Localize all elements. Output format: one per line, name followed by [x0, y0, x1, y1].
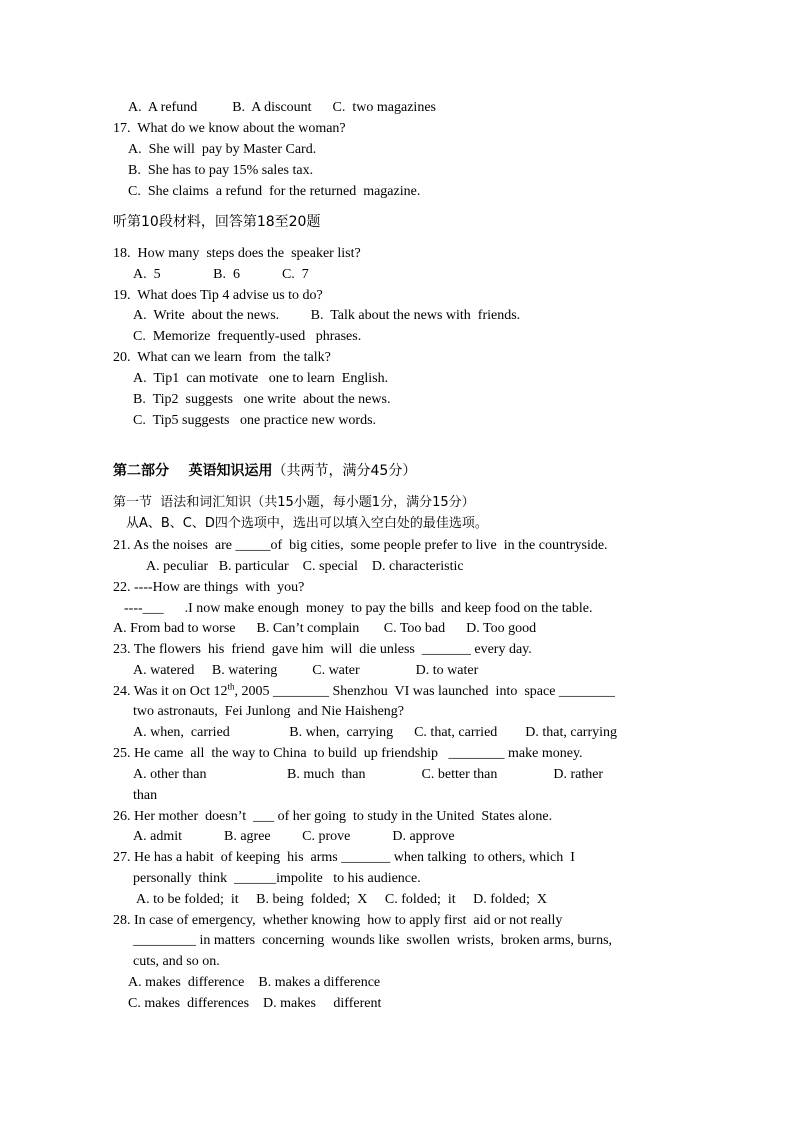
q20-stem: 20. What can we learn from the talk? [113, 350, 331, 365]
part2-heading [113, 462, 416, 480]
q24-stem-cont: two astronauts, Fei Junlong and Nie Haisheng? [133, 704, 405, 719]
q17-option-a: A. She will pay by Master Card. [128, 142, 317, 157]
q23-options: A. watered B. watering C. water D. to water [133, 663, 479, 678]
q27-options: A. to be folded; it B. being folded; X C. folded; it D. folded; X [136, 892, 548, 907]
section1-instruction: 从A、B、C、D四个选项中，选出可以填入空白处的最佳选项。 [126, 516, 488, 531]
q17-option-c: C. She claims a refund for the returned magazine. [128, 184, 421, 199]
q28-stem: 28. In case of emergency, whether knowing how to apply first aid or not really [113, 913, 563, 928]
q27-stem: 27. He has a habit of keeping his arms _______ when talking to others, which I [113, 850, 575, 865]
part2-heading-rest: （共两节，满分45分） [272, 463, 417, 479]
q17-stem: 17. What do we know about the woman? [113, 121, 346, 136]
q25-stem: 25. He came all the way to China to build up friendship ________ make money. [113, 746, 583, 761]
q18-stem: 18. How many steps does the speaker list? [113, 246, 361, 261]
q24-options: A. when, carried B. when, carrying C. that, carried D. that, carrying [133, 725, 618, 740]
q24-stem-pre: 24. Was it on Oct 12 [113, 684, 228, 699]
q22-stem: 22. ----How are things with you? [113, 580, 305, 595]
section10-heading: 听第10段材料，回答第18至20题 [113, 214, 321, 230]
q21-options: A. peculiar B. particular C. special D. characteristic [146, 559, 464, 574]
q20-option-b: B. Tip2 suggests one write about the news. [133, 392, 391, 407]
q20-option-a: A. Tip1 can motivate one to learn English. [133, 371, 389, 386]
q24-stem [113, 683, 615, 701]
q28-options-cd: C. makes differences D. makes different [128, 996, 382, 1011]
part2-heading-bold: 第二部分 英语知识运用 [113, 463, 273, 479]
q26-stem: 26. Her mother doesn’t ___ of her going to study in the United States alone. [113, 809, 553, 824]
section1-title: 第一节 语法和词汇知识（共15小题，每小题1分，满分15分） [113, 495, 475, 510]
q21-stem: 21. As the noises are _____of big cities, some people prefer to live in the countryside. [113, 538, 608, 553]
q28-options-ab: A. makes difference B. makes a difference [128, 975, 381, 990]
q17-option-b: B. She has to pay 15% sales tax. [128, 163, 314, 178]
q24-superscript: th [227, 681, 235, 692]
q24-stem-post: , 2005 ________ Shenzhou VI was launched into space ________ [234, 684, 615, 699]
q20-option-c: C. Tip5 suggests one practice new words. [133, 413, 377, 428]
q25-options-cont: than [133, 788, 158, 803]
q19-option-c: C. Memorize frequently-used phrases. [133, 329, 362, 344]
q25-options: A. other than B. much than C. better than D. rather [133, 767, 604, 782]
q26-options: A. admit B. agree C. prove D. approve [133, 829, 455, 844]
q28-stem-cont2: cuts, and so on. [133, 954, 220, 969]
q16-options: A. A refund B. A discount C. two magazines [128, 100, 436, 115]
q22-response: ----___ .I now make enough money to pay the bills and keep food on the table. [124, 601, 593, 616]
q19-stem: 19. What does Tip 4 advise us to do? [113, 288, 323, 303]
q22-options: A. From bad to worse B. Can’t complain C. Too bad D. Too good [113, 621, 537, 636]
q19-options-ab: A. Write about the news. B. Talk about the news with friends. [133, 308, 521, 323]
q28-stem-cont: _________ in matters concerning wounds like swollen wrists, broken arms, burns, [133, 933, 613, 948]
q18-options: A. 5 B. 6 C. 7 [133, 267, 309, 282]
q23-stem: 23. The flowers his friend gave him will die unless _______ every day. [113, 642, 532, 657]
q27-stem-cont: personally think ______impolite to his audience. [133, 871, 421, 886]
